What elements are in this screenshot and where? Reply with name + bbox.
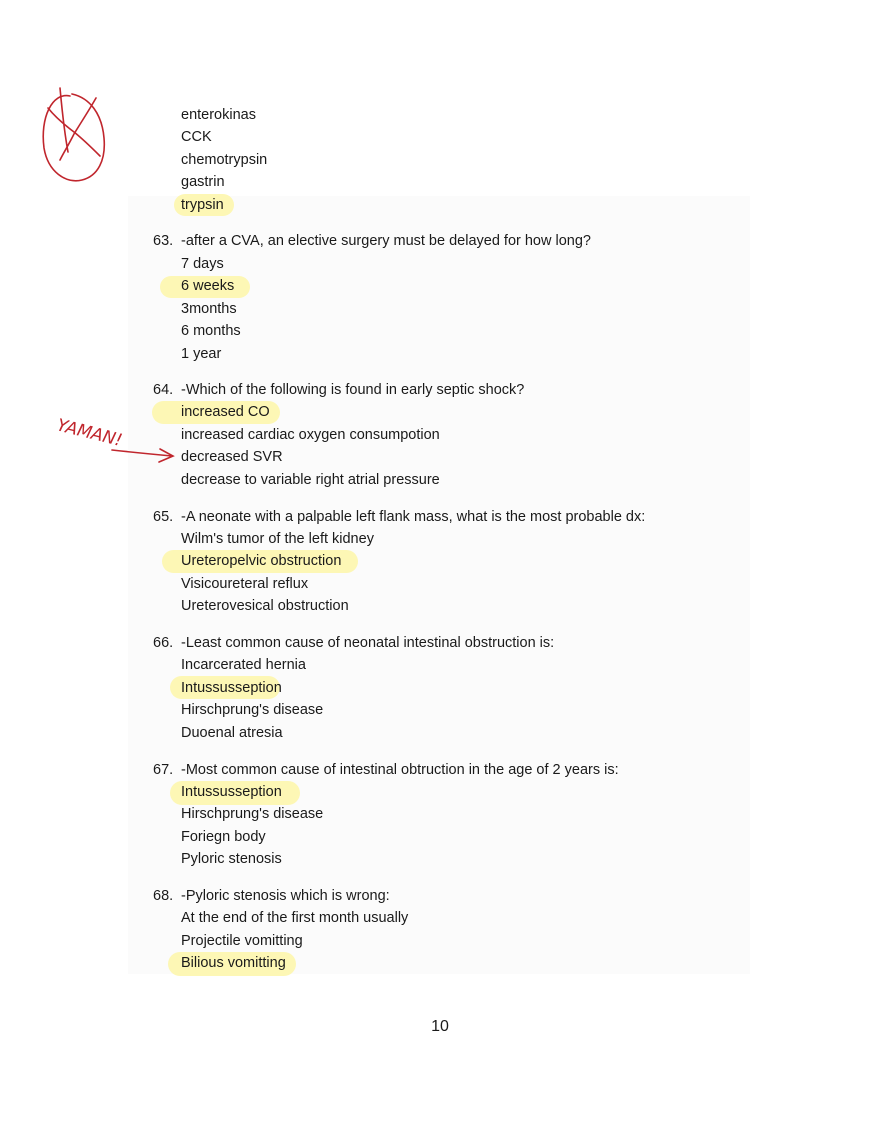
option: Pyloric stenosis bbox=[181, 851, 282, 867]
question-text: -Which of the following is found in early septic shock? bbox=[181, 382, 525, 398]
question-text: -A neonate with a palpable left flank mass, what is the most probable dx: bbox=[181, 509, 646, 525]
option: decrease to variable right atrial pressure bbox=[181, 472, 440, 488]
option-answer: 6 weeks bbox=[181, 278, 235, 294]
option: 6 months bbox=[181, 323, 241, 339]
question-text: -after a CVA, an elective surgery must be delayed for how long? bbox=[181, 233, 591, 249]
question-number: 68. bbox=[153, 888, 174, 904]
option: 7 days bbox=[181, 256, 224, 272]
option: decreased SVR bbox=[181, 449, 283, 465]
option-answer: increased CO bbox=[181, 404, 270, 420]
page-number: 10 bbox=[431, 1018, 449, 1035]
option: 3months bbox=[181, 301, 237, 317]
option: Foriegn body bbox=[181, 829, 266, 845]
option: gastrin bbox=[181, 174, 225, 190]
option: 1 year bbox=[181, 346, 222, 362]
question-text: -Least common cause of neonatal intestinal obstruction is: bbox=[181, 635, 555, 651]
option: Ureterovesical obstruction bbox=[181, 598, 349, 614]
option: increased cardiac oxygen consumpotion bbox=[181, 427, 440, 443]
option: Incarcerated hernia bbox=[181, 657, 306, 673]
circled-x-mark-icon bbox=[43, 88, 104, 181]
option: Visicoureteral reflux bbox=[181, 576, 309, 592]
option-answer: Ureteropelvic obstruction bbox=[181, 553, 342, 569]
question-number: 65. bbox=[153, 509, 174, 525]
option-answer: Bilious vomitting bbox=[181, 955, 286, 971]
option: Hirschprung's disease bbox=[181, 806, 324, 822]
option: chemotrypsin bbox=[181, 152, 268, 168]
annotation-yaman: YAMAN! bbox=[54, 415, 125, 451]
option: At the end of the first month usually bbox=[181, 910, 409, 926]
option-answer: trypsin bbox=[181, 197, 224, 213]
option: CCK bbox=[181, 129, 212, 145]
question-text: -Pyloric stenosis which is wrong: bbox=[181, 888, 390, 904]
arrow-right-icon bbox=[112, 449, 173, 462]
option: Duoenal atresia bbox=[181, 725, 283, 741]
option: Hirschprung's disease bbox=[181, 702, 324, 718]
question-text: -Most common cause of intestinal obtruction in the age of 2 years is: bbox=[181, 762, 619, 778]
question-number: 63. bbox=[153, 233, 174, 249]
question-number: 66. bbox=[153, 635, 174, 651]
option: enterokinas bbox=[181, 107, 256, 123]
question-number: 64. bbox=[153, 382, 174, 398]
question-number: 67. bbox=[153, 762, 174, 778]
option: Projectile vomitting bbox=[181, 933, 303, 949]
option: Wilm's tumor of the left kidney bbox=[181, 531, 374, 547]
option-answer: Intussusseption bbox=[181, 784, 282, 800]
option-answer: Intussusseption bbox=[181, 680, 282, 696]
